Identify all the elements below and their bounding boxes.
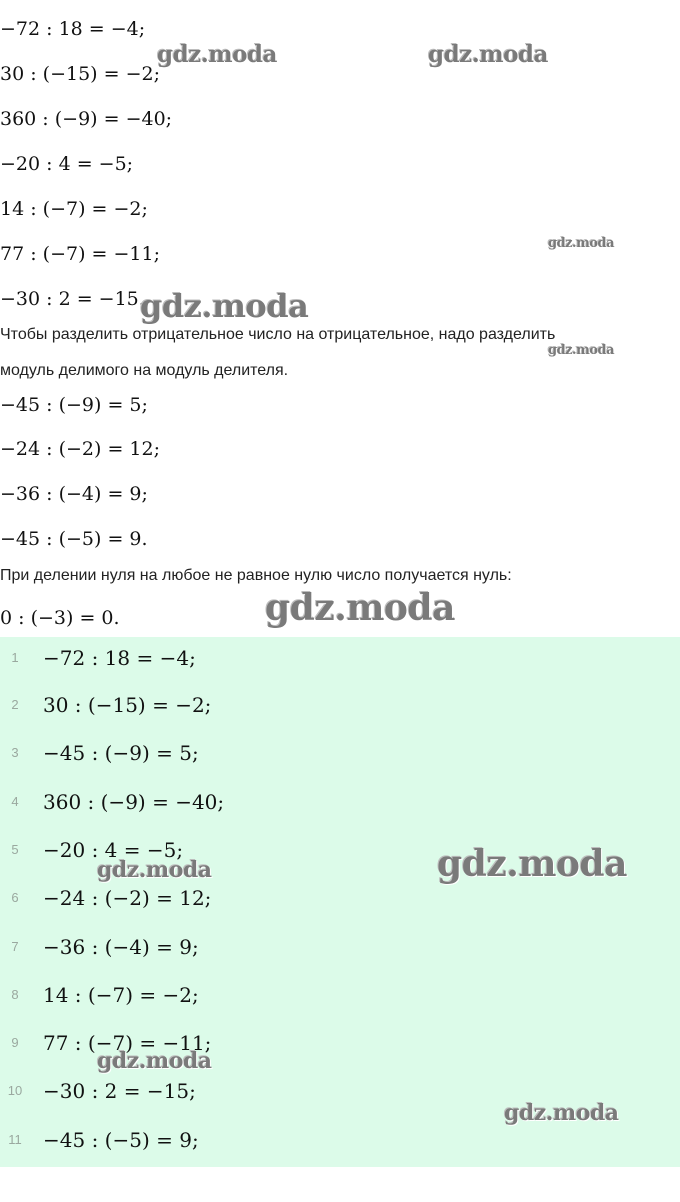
answer-line <box>0 644 680 674</box>
answer-text: 77 : (−7) = −11; <box>43 1031 212 1055</box>
line-number: 2 <box>11 697 19 712</box>
answer-text: 360 : (−9) = −40; <box>43 790 225 814</box>
line-number: 6 <box>11 890 19 905</box>
answer-line <box>0 981 680 1011</box>
line-number: 8 <box>11 987 19 1002</box>
watermark: gdz.moda <box>437 843 627 885</box>
watermark: gdz.moda <box>504 1100 619 1126</box>
line-number: 3 <box>11 745 19 760</box>
example-line: 0 : (−3) = 0. <box>0 607 120 629</box>
answer-text: −30 : 2 = −15; <box>43 1079 196 1103</box>
example-line: −72 : 18 = −4; <box>0 18 146 40</box>
answer-line <box>0 836 680 866</box>
watermark: gdz.moda <box>265 587 455 629</box>
example-line: −24 : (−2) = 12; <box>0 438 160 460</box>
line-number: 1 <box>11 650 19 665</box>
watermark: gdz.moda <box>97 1048 212 1074</box>
watermark: gdz.moda <box>548 343 615 358</box>
answer-line <box>0 739 680 769</box>
answer-block <box>0 637 680 1167</box>
line-number: 4 <box>11 794 19 809</box>
example-line: 30 : (−15) = −2; <box>0 63 160 85</box>
rule-text: модуль делимого на модуль делителя. <box>0 362 289 379</box>
rule-text: При делении нуля на любое не равное нулю число получается нуль: <box>0 567 512 584</box>
answer-line <box>0 1126 680 1156</box>
answer-text: −20 : 4 = −5; <box>43 838 184 862</box>
answer-line <box>0 691 680 721</box>
answer-line <box>0 933 680 963</box>
line-number: 10 <box>7 1083 23 1098</box>
answer-text: −36 : (−4) = 9; <box>43 935 199 959</box>
example-line: −36 : (−4) = 9; <box>0 483 148 505</box>
answer-text: −72 : 18 = −4; <box>43 646 196 670</box>
answer-line <box>0 788 680 818</box>
answer-text: 30 : (−15) = −2; <box>43 693 212 717</box>
watermark: gdz.moda <box>97 857 212 883</box>
example-line: −30 : 2 = −15. <box>0 288 145 310</box>
rule-text: Чтобы разделить отрицательное число на отрицательное, надо разделить <box>0 326 556 343</box>
answer-text: −24 : (−2) = 12; <box>43 886 212 910</box>
answer-line <box>0 1077 680 1107</box>
watermark: gdz.moda <box>157 41 277 68</box>
answer-text: −45 : (−5) = 9; <box>43 1128 199 1152</box>
line-number: 11 <box>8 1132 22 1147</box>
example-line: 360 : (−9) = −40; <box>0 108 173 130</box>
example-line: −45 : (−5) = 9. <box>0 528 148 550</box>
example-line: 14 : (−7) = −2; <box>0 198 148 220</box>
example-line: 77 : (−7) = −11; <box>0 243 160 265</box>
answer-line <box>0 884 680 914</box>
watermark: gdz.moda <box>548 236 615 251</box>
answer-text: −45 : (−9) = 5; <box>43 741 199 765</box>
example-line: −45 : (−9) = 5; <box>0 394 148 416</box>
example-line: −20 : 4 = −5; <box>0 153 134 175</box>
line-number: 5 <box>11 842 19 857</box>
watermark: gdz.moda <box>140 287 309 325</box>
watermark: gdz.moda <box>428 41 548 68</box>
answer-line <box>0 1029 680 1059</box>
line-number: 9 <box>11 1035 19 1050</box>
answer-text: 14 : (−7) = −2; <box>43 983 199 1007</box>
line-number: 7 <box>11 939 19 954</box>
